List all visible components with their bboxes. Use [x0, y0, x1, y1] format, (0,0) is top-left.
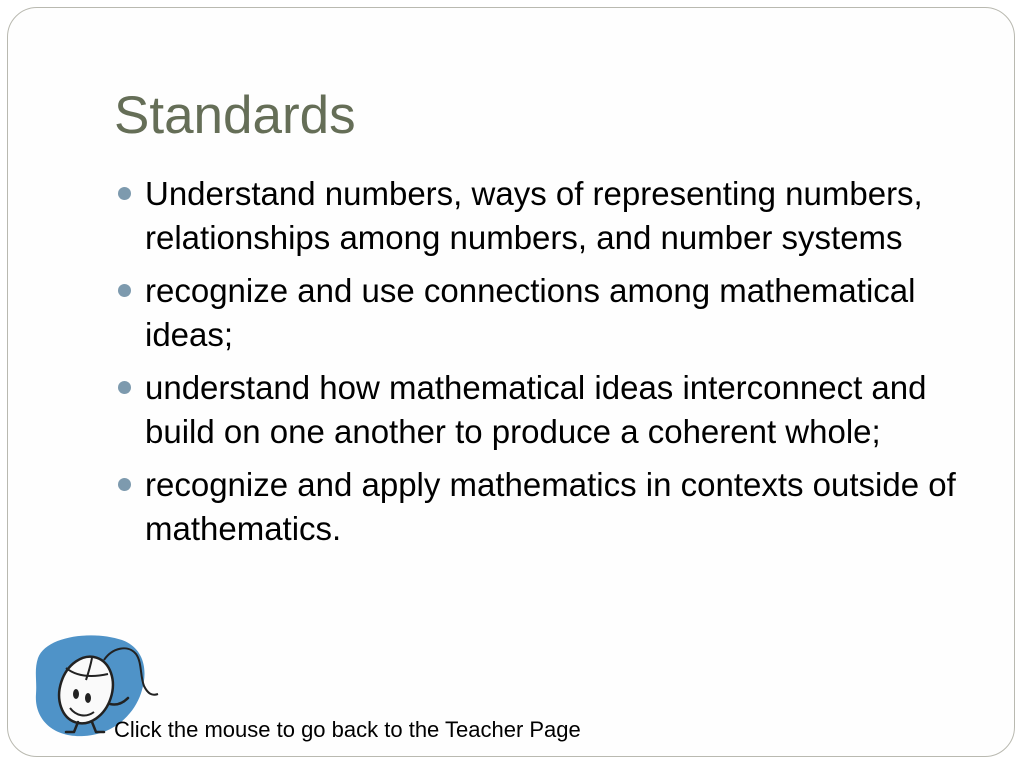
bullet-item: [114, 463, 974, 551]
bullet-icon: [118, 381, 131, 394]
bullet-text: recognize and use connections among mathematical ideas;: [145, 272, 916, 353]
back-to-teacher-page-link[interactable]: Click the mouse to go back to the Teacher Page: [114, 717, 581, 742]
bullet-text: understand how mathematical ideas interconnect and build on one another to produce a coherent whole;: [145, 369, 927, 450]
bullet-icon: [118, 187, 131, 200]
bullet-item: [114, 366, 974, 454]
bullet-list: [114, 172, 974, 560]
bullet-icon: [118, 478, 131, 491]
bullet-icon: [118, 284, 131, 297]
bullet-text: Understand numbers, ways of representing numbers, relationships among numbers, and number systems: [145, 175, 923, 256]
bullet-item: [114, 172, 974, 260]
bullet-text: recognize and apply mathematics in contexts outside of mathematics.: [145, 466, 956, 547]
bullet-item: [114, 269, 974, 357]
slide: [7, 7, 1015, 757]
slide-title: Standards: [114, 86, 356, 145]
